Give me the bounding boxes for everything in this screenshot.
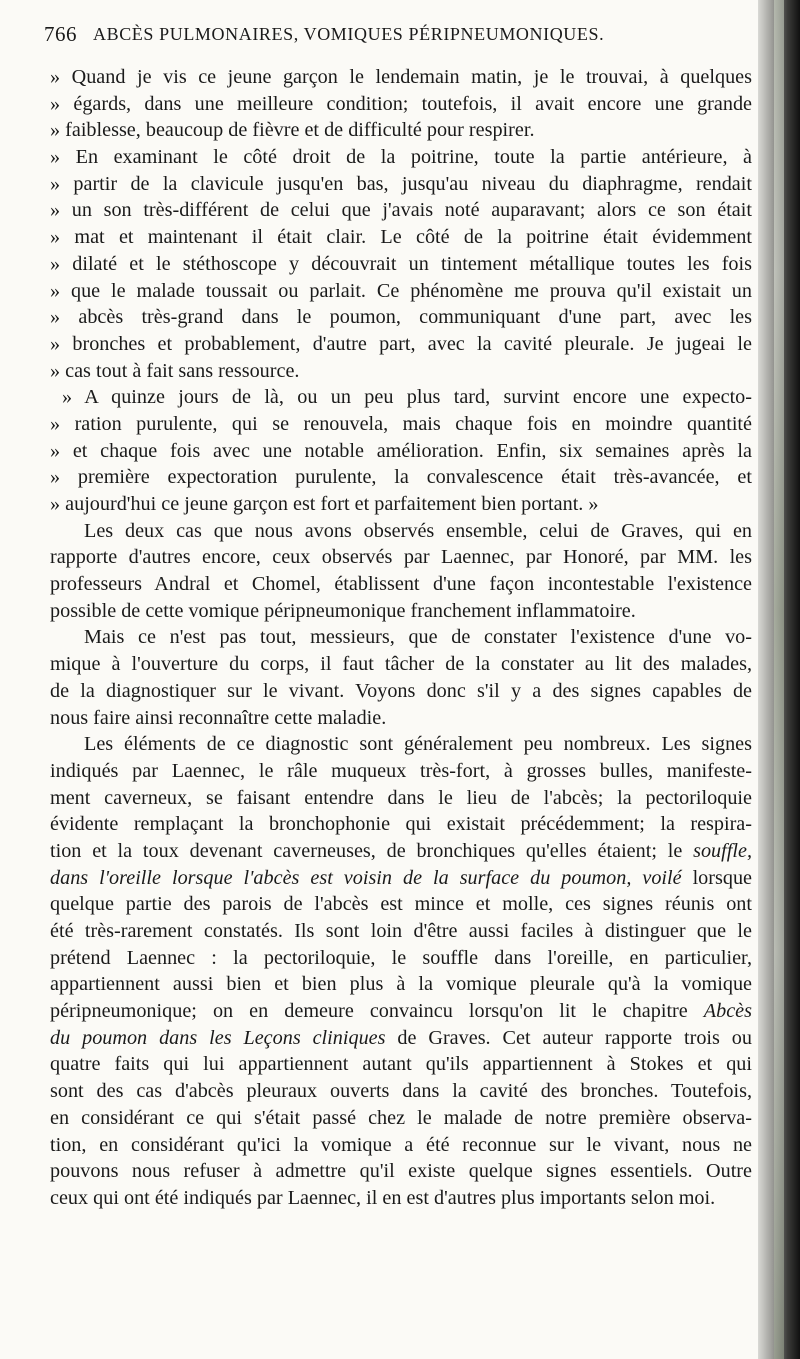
text-line: quelque partie des parois de l'abcès est mince et molle, ces signes réunis ont: [50, 893, 752, 916]
text-line: » et chaque fois avec une notable amélioration. Enfin, six semaines après la: [50, 439, 752, 462]
text-line: » mat et maintenant il était clair. Le côté de la poitrine était évidemment: [50, 226, 752, 249]
text-line: tion et la toux devenant caverneuses, de bronchiques qu'elles étaient; le souffle,: [50, 839, 752, 862]
text-line: en considérant ce qui s'était passé chez le malade de notre première observa-: [50, 1106, 752, 1129]
text-line: » cas tout à fait sans ressource.: [50, 359, 300, 382]
running-title: ABCÈS PULMONAIRES, VOMIQUES PÉRIPNEUMONIQUES.: [93, 24, 605, 44]
text-line: ceux qui ont été indiqués par Laennec, il en est d'autres plus importants selon moi.: [50, 1186, 716, 1209]
text-line: » abcès très-grand dans le poumon, communiquant d'une part, avec les: [50, 306, 752, 329]
text-line: » partir de la clavicule jusqu'en bas, jusqu'au niveau du diaphragme, rendait: [50, 172, 752, 195]
text-line: de la diagnostiquer sur le vivant. Voyons donc s'il y a des signes capables de: [50, 679, 752, 702]
text-line: » première expectoration purulente, la convalescence était très-avancée, et: [50, 466, 752, 489]
page-header: [44, 22, 744, 52]
text-line: tion, en considérant qu'ici la vomique a été reconnue sur le vivant, nous ne: [50, 1133, 752, 1156]
text-line: du poumon dans les Leçons cliniques de Graves. Cet auteur rapporte trois ou: [50, 1026, 752, 1049]
text-line: ment caverneux, se faisant entendre dans le lieu de l'abcès; la pectoriloquie: [50, 786, 752, 809]
text-line: été très-rarement constatés. Ils sont loin d'être aussi faciles à distinguer que le: [50, 920, 752, 942]
text-line: évidente remplaçant la bronchophonie qui existait précédemment; la respira-: [50, 813, 752, 836]
text-line: » aujourd'hui ce jeune garçon est fort et parfaitement bien portant. »: [50, 493, 599, 515]
text-line: Mais ce n'est pas tout, messieurs, que de constater l'existence d'une vo-: [84, 626, 752, 649]
text-line: quatre faits qui lui appartiennent autant qu'ils appartiennent à Stokes et qui: [50, 1053, 752, 1076]
text-line: Les deux cas que nous avons observés ensemble, celui de Graves, qui en: [84, 519, 752, 542]
text-line: péripneumonique; on en demeure convaincu lorsqu'on lit le chapitre Abcès: [50, 1000, 752, 1023]
text-line: appartiennent aussi bien et bien plus à la vomique pleurale qu'à la vomique: [50, 973, 752, 996]
text-line: » un son très-différent de celui que j'avais noté auparavant; alors ce son était: [50, 199, 752, 222]
page-number: 766: [44, 22, 77, 46]
text-line: sont des cas d'abcès pleuraux ouverts dans la cavité des bronches. Toutefois,: [50, 1080, 752, 1103]
text-line: » Quand je vis ce jeune garçon le lendemain matin, je le trouvai, à quelques: [50, 66, 752, 88]
text-line: » égards, dans une meilleure condition; toutefois, il avait encore une grande: [50, 92, 752, 115]
text-line: » A quinze jours de là, ou un peu plus tard, survint encore une expecto-: [62, 386, 752, 409]
page-body-text: [50, 64, 752, 1212]
text-line: Les éléments de ce diagnostic sont généralement peu nombreux. Les signes: [84, 733, 752, 756]
text-line: prétend Laennec : la pectoriloquie, le souffle dans l'oreille, en particulier,: [50, 946, 752, 969]
text-line: » dilaté et le stéthoscope y découvrait un tintement métallique toutes les fois: [50, 252, 752, 275]
text-line: » ration purulente, qui se renouvela, mais chaque fois en moindre quantité: [50, 412, 752, 435]
text-line: dans l'oreille lorsque l'abcès est voisin de la surface du poumon, voilé lorsque: [50, 866, 752, 889]
text-line: indiqués par Laennec, le râle muqueux très-fort, à grosses bulles, manifeste-: [50, 759, 752, 782]
text-line: » En examinant le côté droit de la poitrine, toute la partie antérieure, à: [50, 146, 752, 169]
text-line: » que le malade toussait ou parlait. Ce phénomène me prouva qu'il existait un: [50, 279, 752, 302]
text-line: professeurs Andral et Chomel, établissent d'une façon incontestable l'existence: [50, 573, 752, 596]
text-line: pouvons nous refuser à admettre qu'il existe quelque signes essentiels. Outre: [50, 1160, 752, 1183]
book-binding-edge: [774, 0, 784, 1359]
text-line: rapporte d'autres encore, ceux observés par Laennec, par Honoré, par MM. les: [50, 546, 752, 569]
text-line: possible de cette vomique péripneumonique franchement inflammatoire.: [50, 599, 636, 622]
text-line: » faiblesse, beaucoup de fièvre et de difficulté pour respirer.: [50, 119, 535, 142]
text-line: mique à l'ouverture du corps, il faut tâcher de la constater au lit des malades,: [50, 653, 752, 676]
text-line: nous faire ainsi reconnaître cette maladie.: [50, 706, 387, 729]
text-line: » bronches et probablement, d'autre part, avec la cavité pleurale. Je jugeai le: [50, 332, 752, 355]
